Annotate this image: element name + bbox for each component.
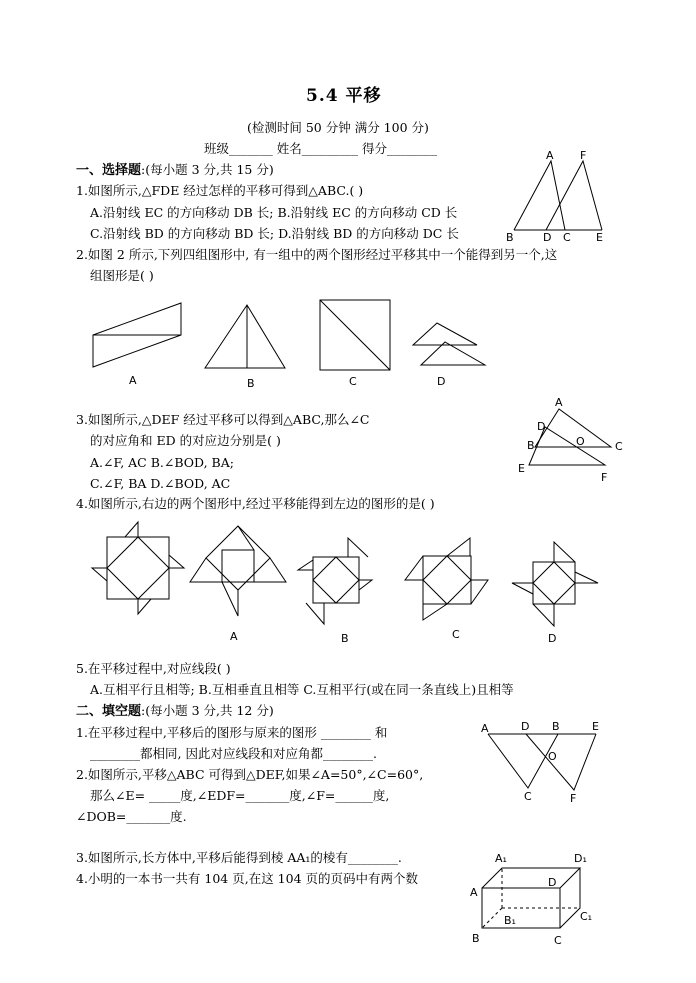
fill-q3-label-a1: A₁	[495, 852, 507, 865]
q3-stem-line2: 的对应角和 ED 的对应边分别是( )	[90, 433, 281, 448]
section2-heading: 二、填空题	[76, 704, 142, 719]
q2-figures	[85, 295, 505, 395]
q4-main-figure	[92, 522, 184, 614]
test-info: (检测时间 50 分钟 满分 100 分)	[247, 120, 429, 135]
q1-options-cd: C.沿射线 BD 的方向移动 BD 长; D.沿射线 BD 的方向移动 DC 长	[90, 226, 459, 241]
q4-label-b: B	[341, 632, 349, 645]
q2-label-c: C	[349, 375, 357, 388]
q1-label-a: A	[546, 149, 554, 162]
q4-stem: 4.如图所示,右边的两个图形中,经过平移能得到左边的图形的是( )	[76, 496, 435, 511]
q1-label-f: F	[580, 149, 587, 162]
fill-q1-line2: ________都相同, 因此对应线段和对应角都________.	[90, 746, 377, 761]
q5-stem: 5.在平移过程中,对应线段( )	[76, 661, 231, 676]
section2-heading-note: :(每小题 3 分,共 12 分)	[141, 703, 274, 718]
q3-label-d: D	[537, 420, 546, 433]
q2-stem-line1: 2.如图 2 所示,下列四组图形中, 有一组中的两个图形经过平移其中一个能得到另一个,这	[76, 247, 558, 262]
q3-label-a: A	[555, 396, 563, 409]
section1-heading: 一、选择题	[76, 163, 142, 178]
fill-q3-label-c1: C₁	[580, 910, 593, 923]
fill-q4: 4.小明的一本书一共有 104 页,在这 104 页的页码中有两个数	[76, 871, 419, 886]
q4-label-c: C	[452, 628, 460, 641]
q1-label-b: B	[506, 231, 514, 244]
page-title: 5.4 平移	[306, 86, 382, 106]
q1-figure	[500, 148, 620, 243]
q3-stem-line1: 3.如图所示,△DEF 经过平移可以得到△ABC,那么∠C	[76, 412, 370, 427]
fill-q3-label-d: D	[548, 876, 557, 889]
q3-label-c: C	[615, 440, 623, 453]
q4-label-a: A	[230, 630, 238, 643]
q2-label-d: D	[437, 375, 446, 388]
fill-q2-label-o: O	[548, 750, 557, 763]
q4-option-d-figure	[512, 542, 598, 626]
q3-options-ab: A.∠F, AC B.∠BOD, BA;	[90, 455, 234, 470]
fill-q2-label-b: B	[552, 720, 560, 733]
q5-options: A.互相平行且相等; B.互相垂直且相等 C.互相平行(或在同一条直线上)且相等	[90, 682, 514, 697]
fill-q2-label-c: C	[524, 790, 532, 803]
fill-q3-label-b1: B₁	[504, 914, 516, 927]
q1-label-e: E	[596, 231, 603, 244]
fill-q2-line3: ∠DOB=_______度.	[76, 809, 187, 824]
student-info-line: 班级_______ 姓名_________ 得分________	[204, 141, 437, 156]
fill-q3: 3.如图所示,长方体中,平移后能得到棱 AA₁的棱有________.	[76, 850, 402, 865]
q1-stem: 1.如图所示,△FDE 经过怎样的平移可得到△ABC.( )	[76, 183, 364, 198]
fill-q3-figure	[462, 848, 602, 950]
q3-figure	[515, 395, 630, 487]
fill-q2-label-f: F	[570, 792, 577, 805]
q3-options-cd: C.∠F, BA D.∠BOD, AC	[90, 476, 231, 491]
q2-label-a: A	[129, 374, 137, 387]
section1-heading-note: :(每小题 3 分,共 15 分)	[141, 162, 274, 177]
fill-q3-label-b: B	[472, 932, 480, 945]
fill-q3-label-a: A	[470, 886, 478, 899]
fill-q2-label-a: A	[481, 722, 489, 735]
q3-label-e: E	[518, 462, 525, 475]
q4-label-d: D	[548, 632, 557, 645]
fill-q2-figure	[476, 718, 606, 808]
q4-option-c-figure	[405, 538, 488, 620]
fill-q3-label-c: C	[554, 934, 562, 947]
q3-label-o: O	[576, 435, 585, 448]
fill-q2-line2: 那么∠E= _____度,∠EDF=_______度,∠F=______度,	[90, 788, 390, 803]
section2-heading-row	[76, 703, 274, 720]
q3-label-f: F	[601, 471, 608, 484]
fill-q3-label-d1: D₁	[574, 852, 587, 865]
q4-option-a-figure	[190, 526, 286, 616]
section1-heading-row	[76, 162, 274, 179]
q1-label-c: C	[563, 231, 571, 244]
fill-q1-line1: 1.在平移过程中,平移后的图形与原来的图形 ________ 和	[76, 725, 388, 740]
q1-options-ab: A.沿射线 EC 的方向移动 DB 长; B.沿射线 EC 的方向移动 CD 长	[90, 205, 458, 220]
q2-label-b: B	[247, 377, 255, 390]
q2-stem-line2: 组图形是( )	[90, 268, 154, 283]
fill-q2-label-e: E	[592, 720, 599, 733]
q3-label-b: B	[527, 439, 535, 452]
q4-figures	[80, 520, 610, 650]
fill-q2-label-d: D	[521, 720, 530, 733]
fill-q2-line1: 2.如图所示,平移△ABC 可得到△DEF,如果∠A=50°,∠C=60°,	[76, 767, 424, 782]
q4-option-b-figure	[298, 538, 372, 624]
q1-label-d: D	[543, 231, 552, 244]
